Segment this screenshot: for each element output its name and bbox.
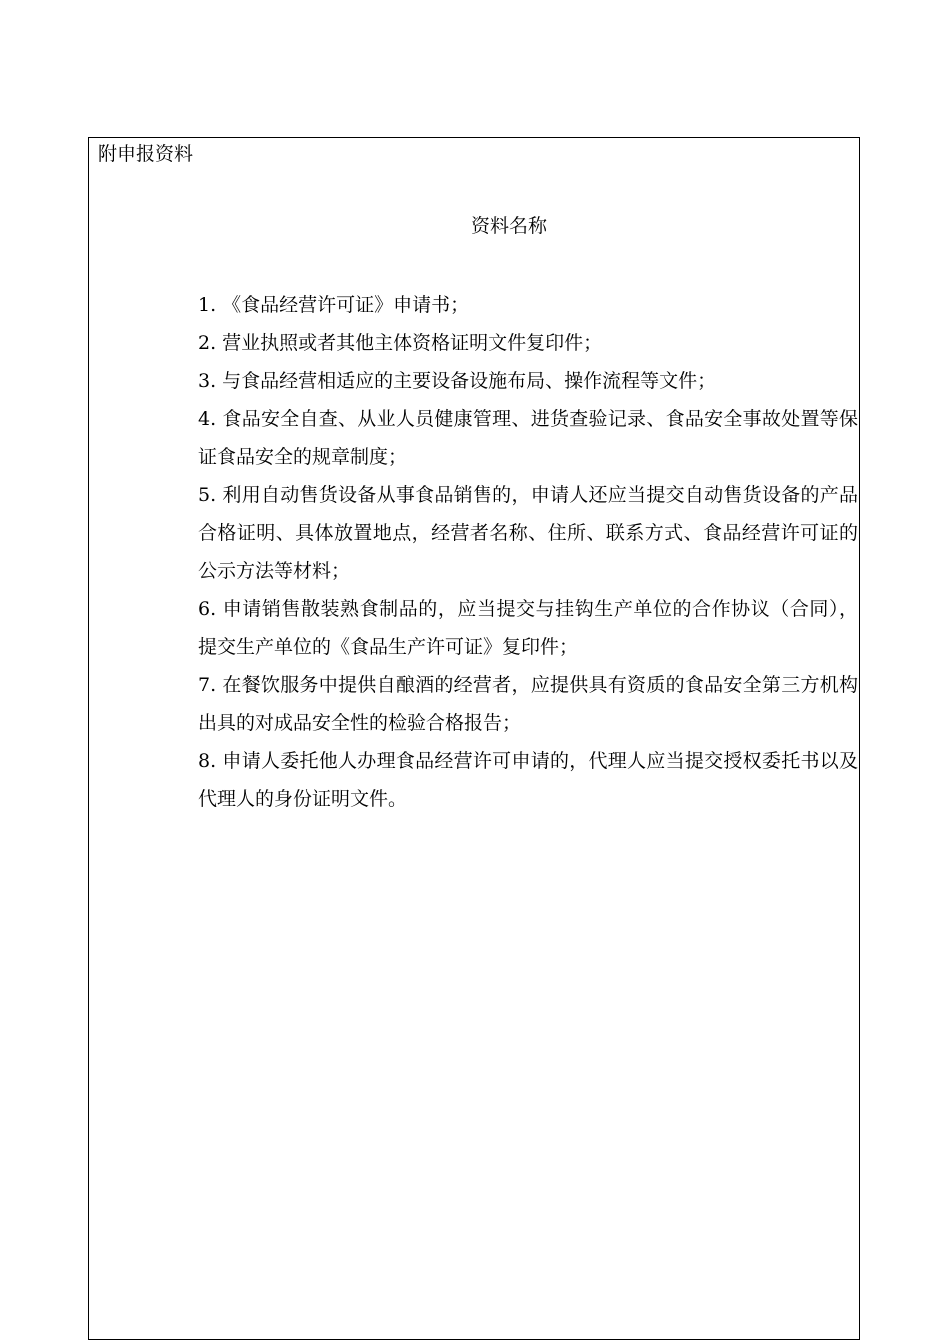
list-item: 6. 申请销售散装熟食制品的，应当提交与挂钩生产单位的合作协议（合同），提交生产单位的《食品生产许可证》复印件； [198,598,858,658]
list-item: 4. 食品安全自查、从业人员健康管理、进货查验记录、食品安全事故处置等保证食品安全的规章制度； [198,408,858,468]
list-item: 5. 利用自动售货设备从事食品销售的，申请人还应当提交自动售货设备的产品合格证明、具体放置地点，经营者名称、住所、联系方式、食品经营许可证的公示方法等材料； [198,484,858,582]
materials-heading: 资料名称 [470,215,547,237]
list-item: 3. 与食品经营相适应的主要设备设施布局、操作流程等文件； [198,370,717,392]
section-title: 附申报资料 [98,143,194,165]
list-item: 8. 申请人委托他人办理食品经营许可申请的，代理人应当提交授权委托书以及代理人的身份证明文件。 [198,750,858,810]
list-item: 7. 在餐饮服务中提供自酿酒的经营者，应提供具有资质的食品安全第三方机构出具的对成品安全性的检验合格报告； [198,674,858,734]
list-item: 2. 营业执照或者其他主体资格证明文件复印件； [198,332,603,354]
materials-list [198,286,858,818]
list-item: 1. 《食品经营许可证》申请书； [198,294,470,316]
